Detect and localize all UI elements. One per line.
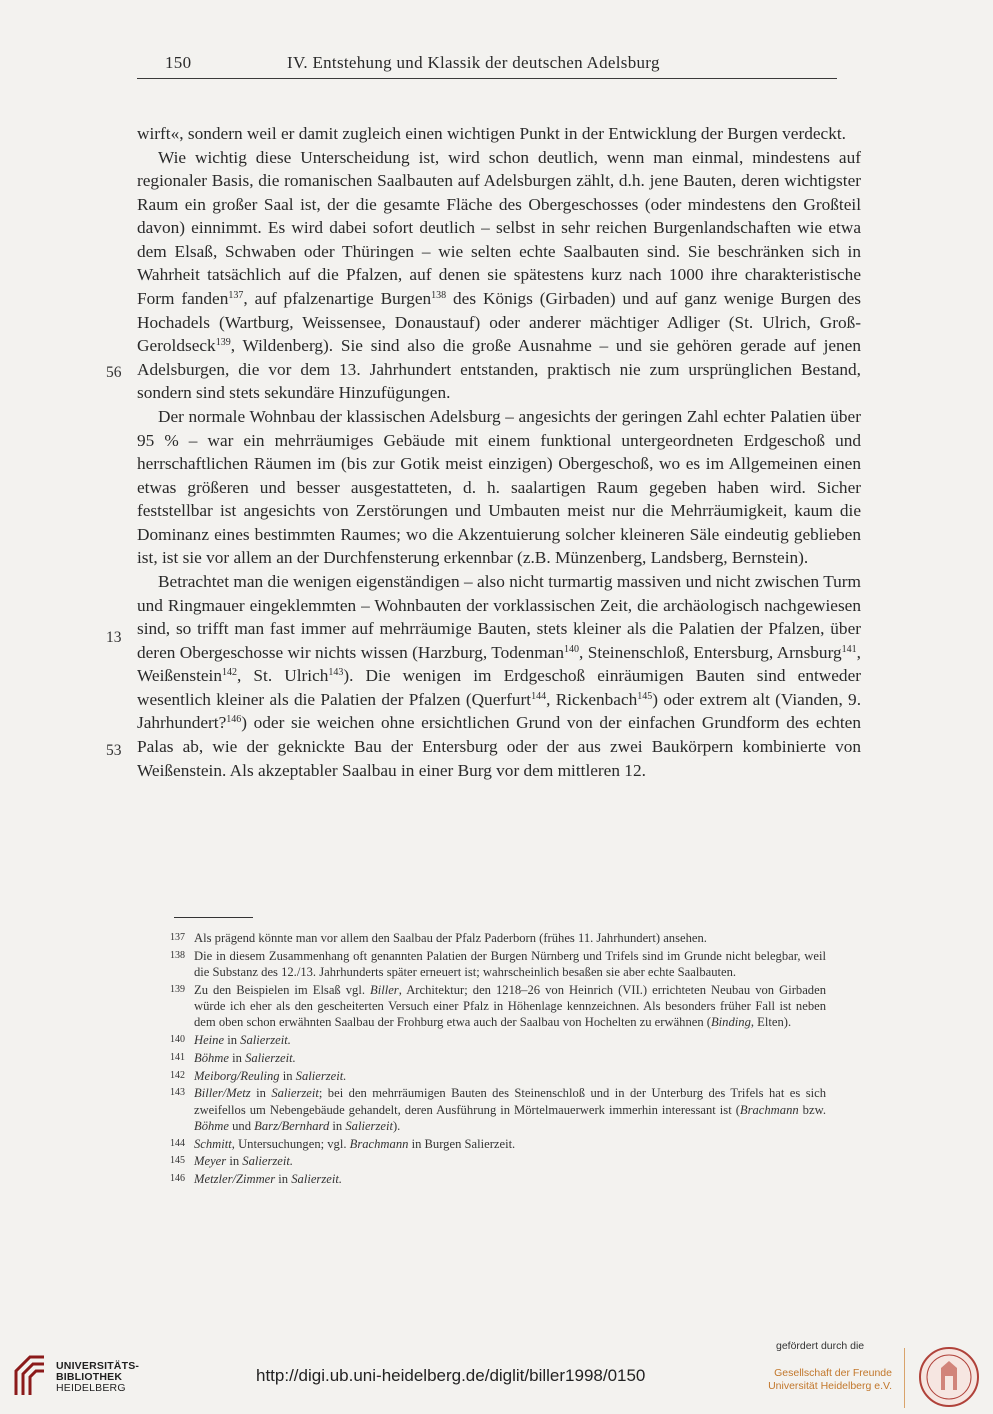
running-header	[137, 52, 837, 79]
footnote: 144 Schmitt, Untersuchungen; vgl. Brachmann in Burgen Salierzeit.	[170, 1136, 516, 1151]
footnote-number: 146	[170, 1173, 185, 1185]
sponsor-name: Gesellschaft der Freunde Universität Heidelberg e.V.	[768, 1367, 892, 1392]
footnote-ref[interactable]: 139	[215, 337, 231, 349]
sponsor-label: gefördert durch die	[776, 1340, 865, 1352]
footnote-number: 145	[170, 1155, 185, 1167]
footnote-number: 142	[170, 1069, 185, 1081]
footnote-ref[interactable]: 142	[222, 667, 237, 679]
footer-divider	[904, 1348, 905, 1408]
margin-note: 13	[106, 629, 122, 646]
paragraph: Der normale Wohnbau der klassischen Adelsburg – angesichts der geringen Zahl echter Palatien über 95 % – war ein mehrräumiges Gebäude mit einem funktional untergeordneten Erdgeschoß und herrschaftlichen Räumen im (bis zur Gotik meist einzigen) Obergeschoß, wo es im Allgemeinen einen etwas größeren und besser ausgestatteten, d. h. saalartigen Raum gegeben haben wird. Sicher feststellbar ist angesichts von Zerstörungen und Umbauten meist nur die Mehrräumigkeit, kaum die Dominanz eines bestimmten Raumes; wo die Akzentuierung solcher kleineren Säle eindeutig geblieben ist, ist sie vor allem an der Durchfensterung erkennbar (z.B. Münzenberg, Landsberg, Bernstein).	[137, 406, 861, 568]
library-name: UNIVERSITÄTS- BIBLIOTHEK HEIDELBERG	[56, 1360, 140, 1394]
footnote-ref[interactable]: 143	[328, 667, 344, 679]
footnote-number: 143	[170, 1087, 185, 1099]
footnote-number: 144	[170, 1137, 185, 1149]
footnote: 139 Zu den Beispielen im Elsaß vgl. Biller, Architektur; den 1218–26 von Heinrich (VII.) errichteten Neubau von Girbaden würde ich eher als den gescheiterten Versuch einer Pfalz in Höhenlage kennzeichnen. Als besonders früher Fall ist neben dem oben schon erwähnten Saalbau der Frohburg etwa auch der Saalbau von Hochelten zu erwähnen (Binding, Elten).	[170, 982, 826, 1030]
source-url-link[interactable]: http://digi.ub.uni-heidelberg.de/diglit/biller1998/0150	[256, 1366, 646, 1385]
footnote: 146 Metzler/Zimmer in Salierzeit.	[170, 1172, 342, 1187]
footnote-ref[interactable]: 137	[228, 290, 244, 302]
running-title: IV. Entstehung und Klassik der deutschen Adelsburg	[287, 53, 660, 72]
margin-note: 53	[106, 742, 122, 759]
footnote-divider	[174, 917, 253, 918]
footnotes	[170, 930, 826, 1189]
library-logo-icon	[12, 1355, 48, 1397]
page-number: 150	[165, 53, 192, 72]
footnote-ref[interactable]: 138	[431, 290, 447, 302]
footnote: 142 Meiborg/Reuling in Salierzeit.	[170, 1068, 347, 1083]
footnote: 143 Biller/Metz in Salierzeit; bei den mehrräumigen Bauten des Steinenschloß und in der Unterburg des Trifels hat es sich zweifellos um Nebengebäude gehandelt, deren Ausführung in Mörtelmauerwerk immerhin interessant ist (Brachmann bzw. Böhme und Barz/Bernhard in Salierzeit).	[170, 1086, 826, 1133]
footnote-number: 137	[170, 932, 185, 943]
footnote: 141 Böhme in Salierzeit.	[170, 1050, 296, 1065]
footnote: 137 Als prägend könnte man vor allem den Saalbau der Pfalz Paderborn (frühes 11. Jahrhundert) ansehen.	[170, 931, 707, 945]
digitization-footer	[0, 1336, 993, 1414]
footnote: 140 Heine in Salierzeit.	[170, 1033, 291, 1047]
footnote-ref[interactable]: 141	[841, 643, 857, 655]
footnote-ref[interactable]: 144	[531, 690, 547, 702]
paragraph: Wie wichtig diese Unterscheidung ist, wird schon deutlich, wenn man einmal, mindestens auf regionaler Basis, die romanischen Saalbauten auf Adelsburgen zählt, d.h. jene Bauten, deren wichtigster Raum ein großer Saal ist, der die gesamte Fläche des Obergeschosses (oder mindestens den Großteil davon) einnimmt. Es wird dabei sofort deutlich – selbst in sehr reichen Burgenlandschaften wie etwa dem Elsaß, Schwaben oder Thüringen – wie selten echte Saalbauten sind. Sie beschränken sich in Wahrheit tatsächlich auf die Pfalzen, auf denen sie spätestens kurz nach 1000 ihre charakteristische Form fanden$^{137}$, auf pfalzenartige Burgen$^{138}$ des Königs (Girbaden) und auf ganz wenige Burgen des Hochadels (Wartburg, Weissensee, Donaustauf) oder anderer mächtiger Adliger (St. Ulrich, Groß-Geroldseck$^{139}$, Wildenberg). Sie sind also die große Ausnahme – und sie gehören gerade auf jenen Adelsburgen, die vor dem 13. Jahrhundert entstanden, praktisch nie zum ursprünglichen Bestand, sondern sind stets sekundäre Hinzufügungen.	[137, 147, 861, 403]
footnote-number: 140	[170, 1034, 185, 1045]
footnote-ref[interactable]: 140	[563, 643, 579, 655]
paragraph: Betrachtet man die wenigen eigenständigen – also nicht turmartig massiven und nicht zwischen Turm und Ringmauer eingeklemmten – Wohnbauten der vorklassischen Zeit, die archäologisch nachgewiesen sind, so trifft man fast immer auf mehrräumige Bauten, stets kleiner als die Palatien der Pfalzen, über deren Obergeschosse wir nichts wissen (Harzburg, Todenman$^{140}$, Steinenschloß, Entersburg, Arnsburg$^{141}$, Weißenstein$^{142}$, St. Ulrich$^{143}$). Die wenigen im Erdgeschoß einräumigen Bauten sind entweder wesentlich kleiner als die Palatien der Pfalzen (Querfurt$^{144}$, Rickenbach$^{145}$) oder extrem alt (Vianden, 9. Jahrhundert?$^{146}$) oder sie weichen ohne ersichtlichen Grund von der einfachen Grundform des echten Palas ab, wie der geknickte Bau der Entersburg oder der aus zwei Baukörpern kombinierte von Weißenstein. Als akzeptabler Saalbau in einer Burg vor dem mittleren 12.	[137, 571, 862, 780]
margin-note: 56	[106, 364, 122, 381]
university-seal-icon	[914, 1346, 984, 1408]
footnote-ref[interactable]: 145	[637, 690, 653, 702]
paragraph: wirft«, sondern weil er damit zugleich einen wichtigen Punkt in der Entwicklung der Burgen verdeckt.	[137, 124, 846, 143]
footnote-ref[interactable]: 146	[226, 714, 242, 726]
footnote-number: 138	[170, 949, 185, 961]
footnote: 138 Die in diesem Zusammenhang oft genannten Palatien der Burgen Nürnberg und Trifels sind im Grunde nicht belegbar, weil die Substanz des 12./13. Jahrhunderts später erneuert ist; wahrscheinlich besaßen sie aber echte Saalbauten.	[170, 948, 826, 979]
footnote-number: 141	[170, 1051, 185, 1063]
footnote-number: 139	[170, 983, 185, 995]
footnote: 145 Meyer in Salierzeit.	[170, 1154, 293, 1169]
body-text	[137, 122, 861, 782]
